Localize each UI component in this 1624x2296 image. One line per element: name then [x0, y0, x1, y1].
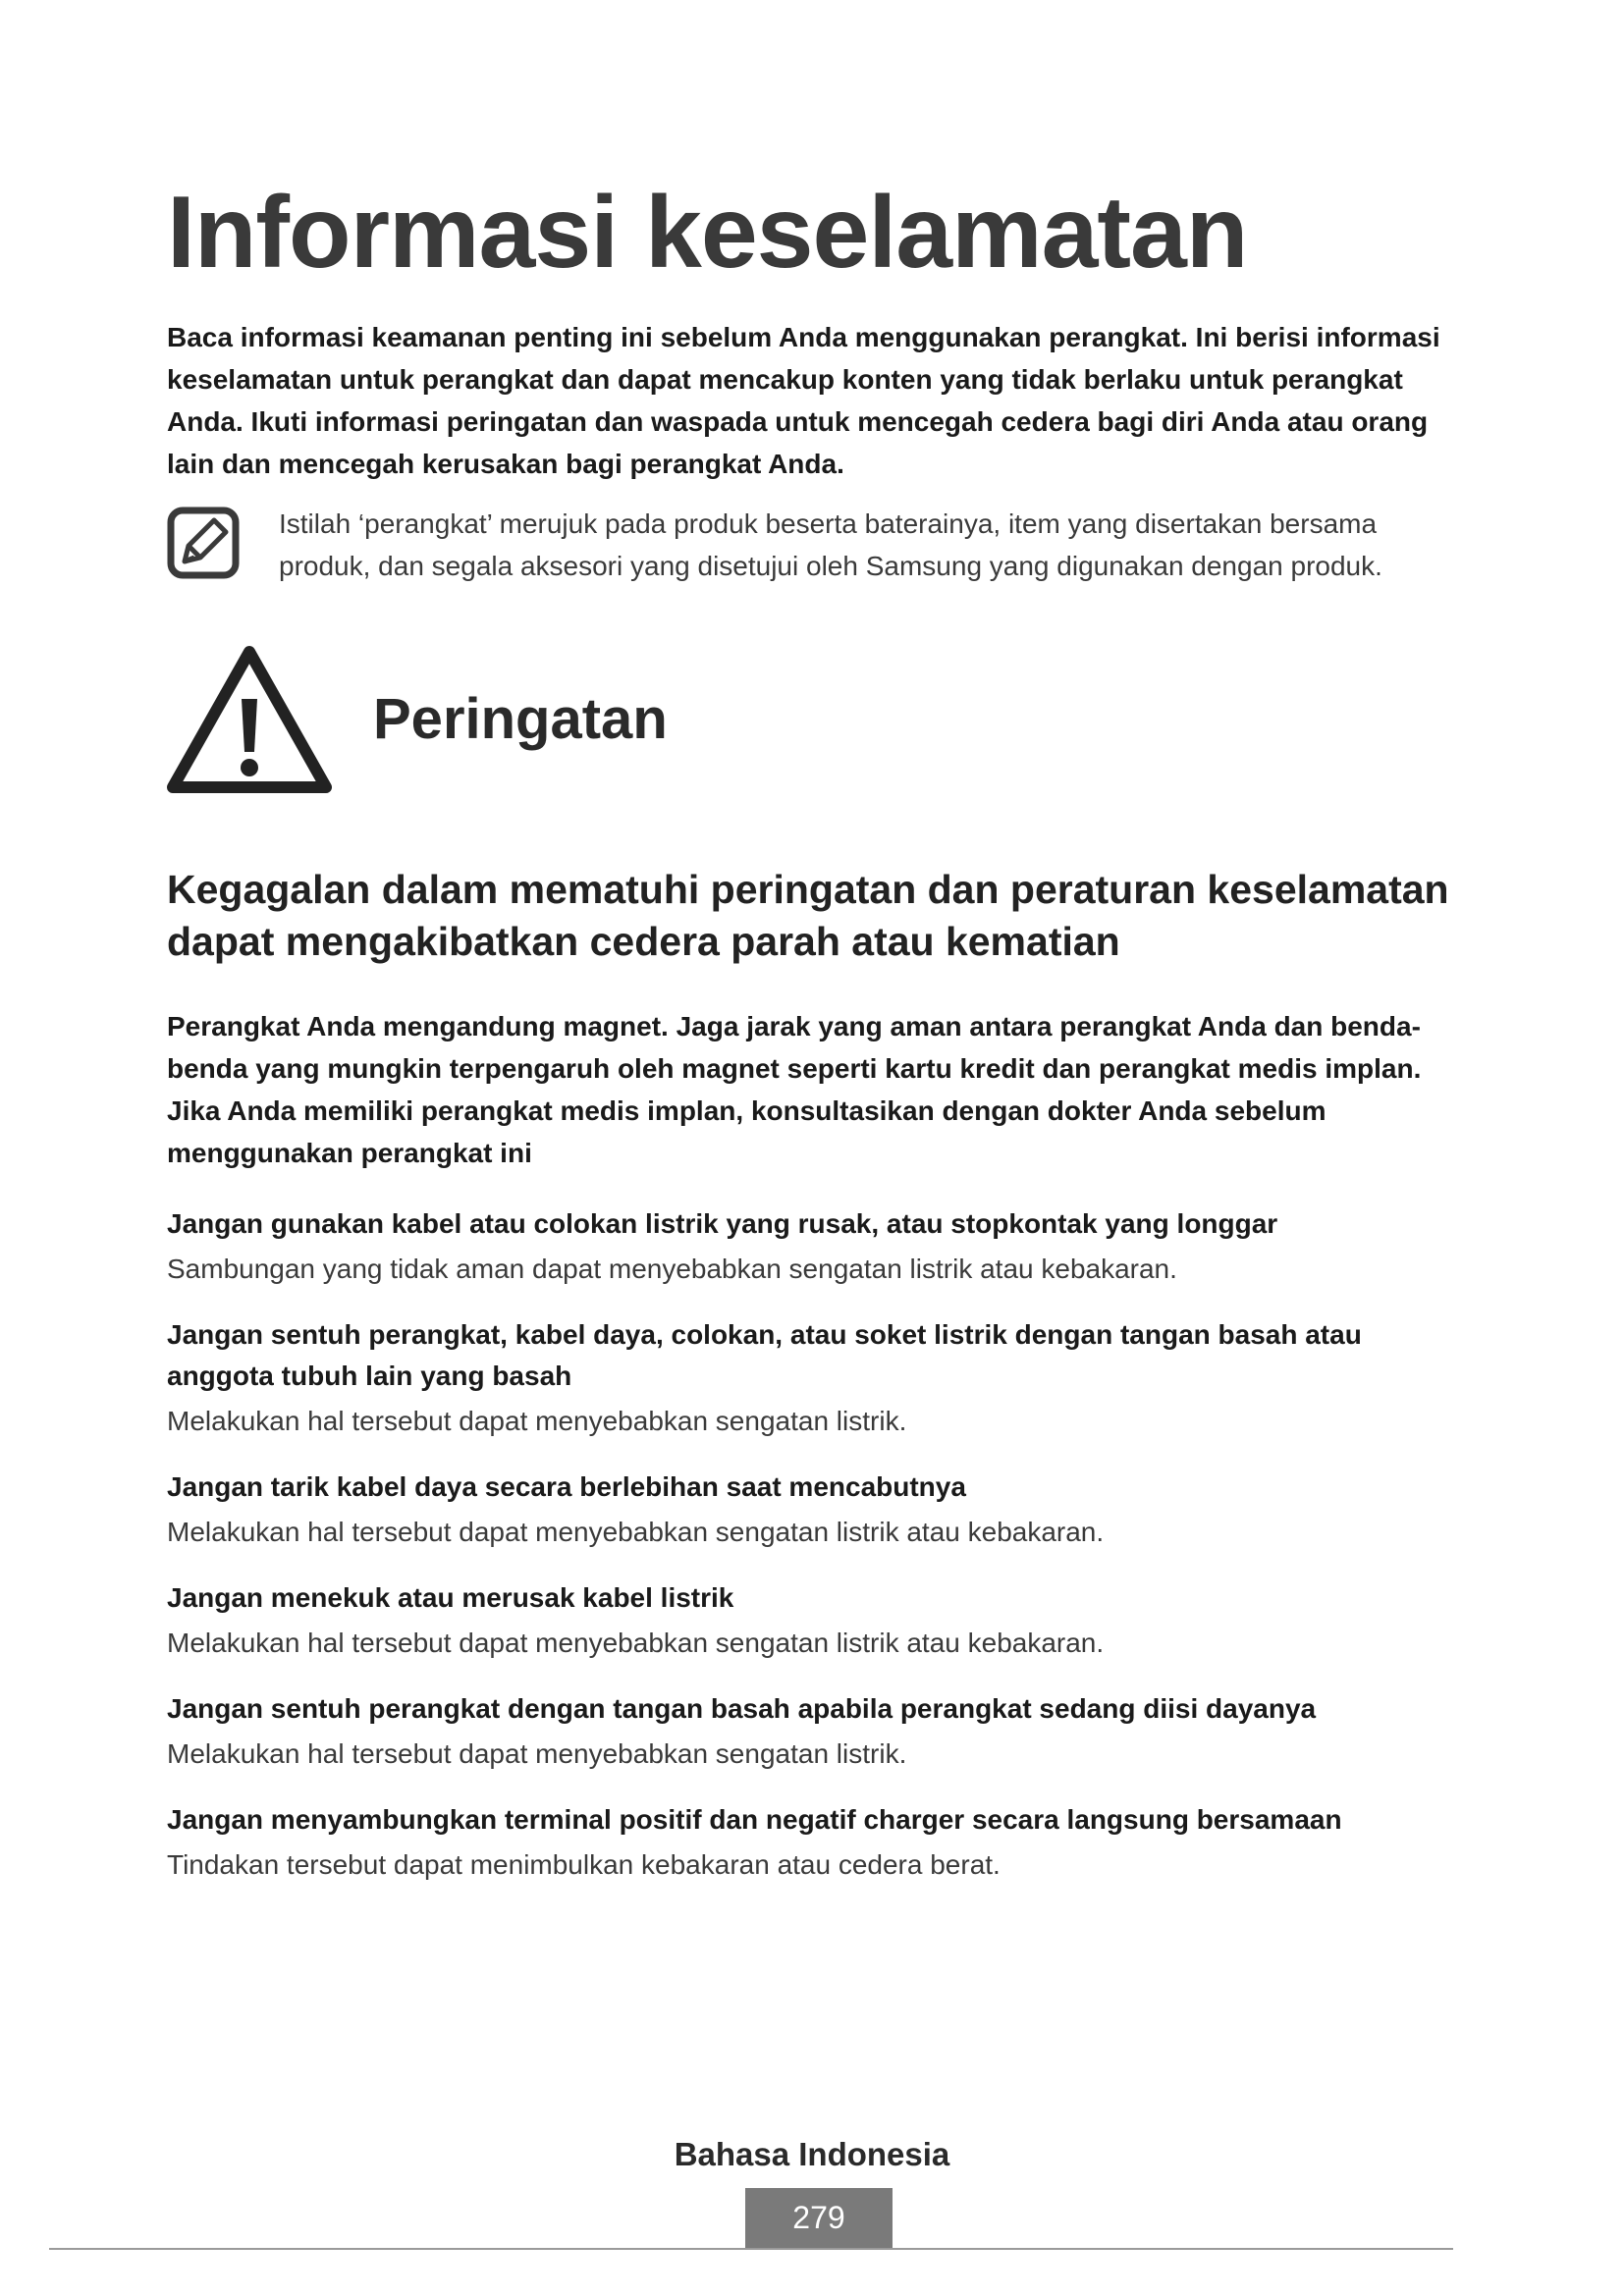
item-text: Melakukan hal tersebut dapat menyebabkan sengatan listrik atau kebakaran. — [167, 1628, 1105, 1658]
page-title: Informasi keselamatan — [167, 176, 1248, 290]
list-item — [167, 1467, 1473, 1553]
list-item — [167, 1314, 1473, 1442]
item-heading: Jangan menekuk atau merusak kabel listrik — [167, 1582, 734, 1613]
warning-triangle-icon — [165, 642, 334, 797]
item-heading: Jangan gunakan kabel atau colokan listrik yang rusak, atau stopkontak yang longgar — [167, 1208, 1278, 1239]
item-heading: Jangan menyambungkan terminal positif dan negatif charger secara langsung bersamaan — [167, 1804, 1342, 1835]
list-item — [167, 1203, 1473, 1290]
item-text: Melakukan hal tersebut dapat menyebabkan sengatan listrik. — [167, 1738, 907, 1769]
item-text: Tindakan tersebut dapat menimbulkan kebakaran atau cedera berat. — [167, 1849, 1001, 1880]
page-number: 279 — [745, 2188, 893, 2248]
warning-items-list — [167, 1203, 1473, 1910]
intro-paragraph: Baca informasi keamanan penting ini sebelum Anda menggunakan perangkat. Ini berisi informasi keselamatan untuk perangkat dan dapat mencakup konten yang tidak berlaku untuk perangkat Anda. Ikuti informasi peringatan dan waspada untuk mencegah cedera bagi diri Anda atau orang lain dan mencegah kerusakan bagi perangkat Anda. — [167, 322, 1440, 479]
footer-divider — [49, 2248, 1453, 2250]
item-text: Melakukan hal tersebut dapat menyebabkan sengatan listrik. — [167, 1406, 907, 1436]
list-item — [167, 1799, 1473, 1886]
item-heading: Jangan sentuh perangkat dengan tangan basah apabila perangkat sedang diisi dayanya — [167, 1693, 1317, 1724]
item-text: Sambungan yang tidak aman dapat menyebabkan sengatan listrik atau kebakaran. — [167, 1254, 1177, 1284]
warning-heading: Peringatan — [373, 687, 668, 751]
footer-language: Bahasa Indonesia — [674, 2136, 950, 2172]
item-heading: Jangan tarik kabel daya secara berlebihan saat mencabutnya — [167, 1471, 966, 1502]
note-text: Istilah ‘perangkat’ merujuk pada produk beserta baterainya, item yang disertakan bersama produk, dan segala aksesori yang disetujui oleh Samsung yang digunakan dengan produk. — [279, 508, 1382, 581]
list-item — [167, 1577, 1473, 1664]
magnet-warning-paragraph: Perangkat Anda mengandung magnet. Jaga jarak yang aman antara perangkat Anda dan benda-benda yang mungkin terpengaruh oleh magnet seperti kartu kredit dan perangkat medis implan. Jika Anda memiliki perangkat medis implan, konsultasikan dengan dokter Anda sebelum menggunakan perangkat ini — [167, 1011, 1422, 1168]
note-pencil-icon — [167, 507, 240, 579]
warning-subheading: Kegagalan dalam mematuhi peringatan dan peraturan keselamatan dapat mengakibatkan cedera parah atau kematian — [167, 867, 1449, 964]
list-item — [167, 1688, 1473, 1775]
item-text: Melakukan hal tersebut dapat menyebabkan sengatan listrik atau kebakaran. — [167, 1517, 1105, 1547]
item-heading: Jangan sentuh perangkat, kabel daya, colokan, atau soket listrik dengan tangan basah atau anggota tubuh lain yang basah — [167, 1319, 1362, 1391]
